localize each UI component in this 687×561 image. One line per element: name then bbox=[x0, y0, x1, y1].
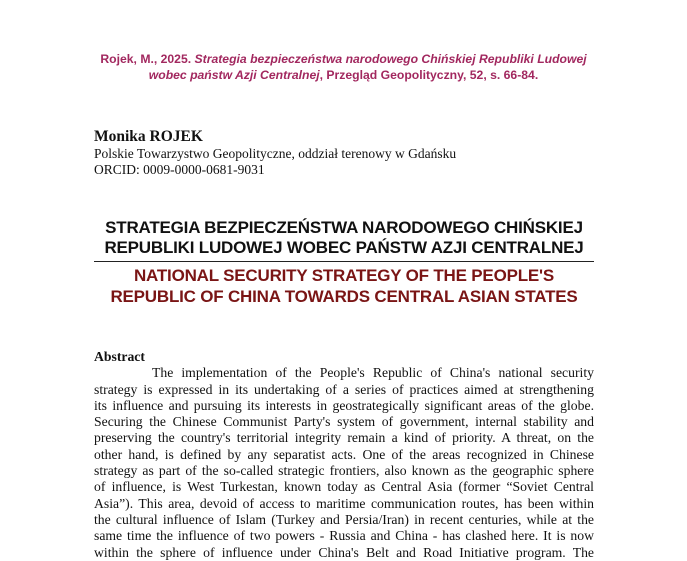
abstract-line: Asia”). This area, devoid of access to maritime communication routes, has been within bbox=[94, 495, 594, 511]
citation-journal: , Przegląd Geopolityczny, 52, s. 66-84. bbox=[319, 68, 539, 82]
abstract-line: of influence, is West Turkestan, known today as Central Asia (former “Soviet Central bbox=[94, 479, 594, 495]
abstract-line: same time the influence of two powers - Russia and China - has clashed here. It is now bbox=[94, 528, 594, 544]
author-affiliation: Polskie Towarzystwo Geopolityczne, oddział terenowy w Gdańsku bbox=[94, 146, 457, 161]
abstract-heading: Abstract bbox=[94, 349, 145, 364]
titles bbox=[94, 218, 594, 307]
citation bbox=[60, 51, 627, 83]
author-name: Monika ROJEK bbox=[94, 128, 203, 145]
abstract-line: the cultural influence of Islam (Turkey and Persia/Iran) in recent centuries, while at the bbox=[94, 511, 594, 527]
abstract-line: strategy is expressed in its undertaking of a series of practices aimed at strengthening bbox=[94, 381, 594, 397]
abstract-line: Securing the Chinese Communist Party's system of government, internal stability and bbox=[94, 414, 594, 430]
citation-title-2: wobec państw Azji Centralnej bbox=[148, 68, 320, 82]
title-en-line: REPUBLIC OF CHINA TOWARDS CENTRAL ASIAN STATES bbox=[110, 287, 578, 306]
citation-title-1: Strategia bezpieczeństwa narodowego Chińskiej Republiki Ludowej bbox=[194, 52, 587, 66]
abstract-line: its influence and pursuing its interests in geostrategically significant areas of the globe. bbox=[94, 397, 594, 413]
title-pl-line: STRATEGIA BEZPIECZEŃSTWA NARODOWEGO CHIŃSKIEJ bbox=[105, 218, 583, 237]
title-divider bbox=[94, 261, 594, 262]
abstract bbox=[94, 349, 594, 561]
abstract-line: within the sphere of influence under China's Belt and Road Initiative program. The bbox=[94, 544, 594, 560]
title-en-line: NATIONAL SECURITY STRATEGY OF THE PEOPLE'S bbox=[133, 266, 555, 285]
title-pl-line: REPUBLIKI LUDOWEJ WOBEC PAŃSTW AZJI CENTRALNEJ bbox=[104, 238, 584, 257]
abstract-line: strategy as part of the so-called strategic frontiers, also known as the geographic sphere bbox=[94, 463, 594, 479]
abstract-line: preserving the country's territorial integrity remain a kind of priority. A threat, on the bbox=[94, 430, 594, 446]
abstract-line: other hand, is defined by any separatist acts. One of the areas recognized in Chinese bbox=[94, 446, 594, 462]
citation-authors: Rojek, M., 2025. bbox=[100, 52, 192, 66]
author-orcid: ORCID: 0009-0000-0681-9031 bbox=[94, 162, 265, 177]
author-block bbox=[94, 128, 456, 178]
abstract-line: The implementation of the People's Republic of China's national security bbox=[152, 365, 594, 381]
